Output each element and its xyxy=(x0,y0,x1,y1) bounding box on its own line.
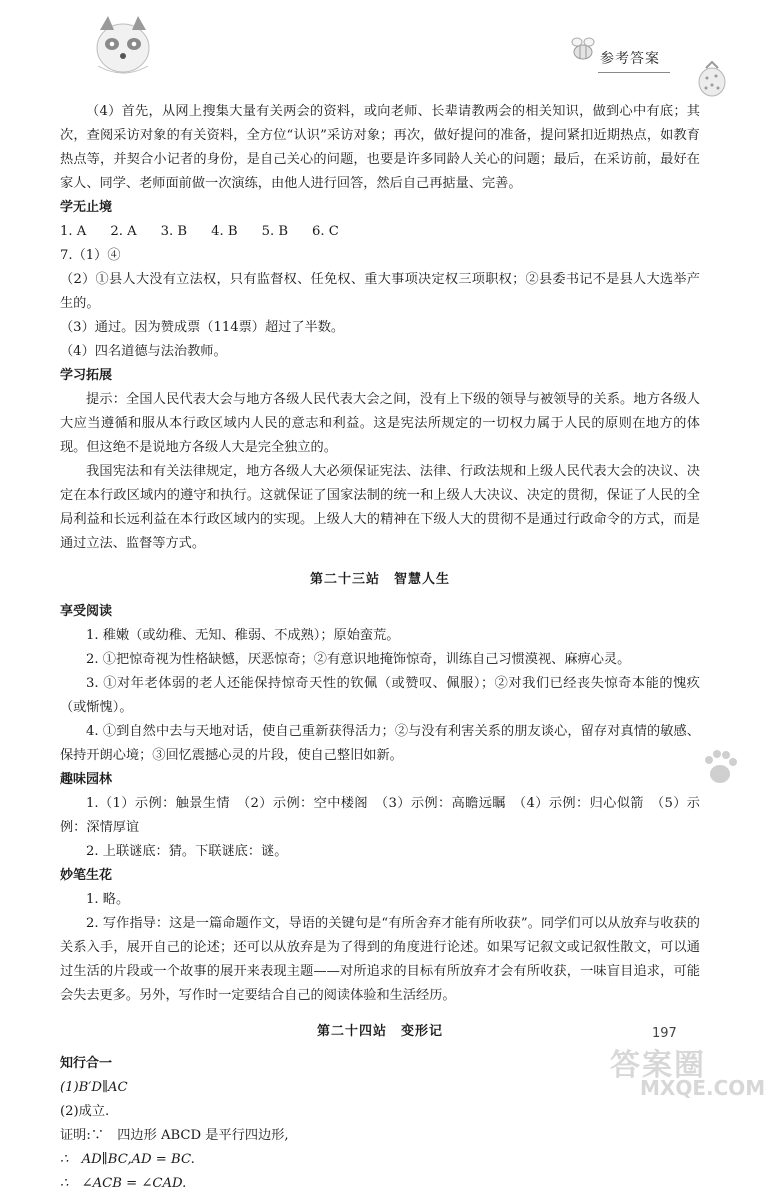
math-line: 证明:∵ 四边形 ABCD 是平行四边形, xyxy=(60,1128,289,1143)
answer-line: （2）①县人大没有立法权，只有监督权、任免权、重大事项决定权三项职权；②县委书记不是县人大选举产生的。 xyxy=(60,272,700,311)
station-title: 第二十三站 智慧人生 xyxy=(309,572,450,587)
paragraph: （4）首先，从网上搜集大量有关两会的资料，或向老师、长辈请教两会的相关知识，做到心中有底；其次，查阅采访对象的有关资料，全方位“认识”采访对象；再次，做好提问的准备，提问紧扣近期热点，如教育热点等，并契合小记者的身份，是自己关心的问题，也要是许多同龄人关心的问题；最后，在采访前，最好在家人、同学、老师面前做一次演练，由他人进行回答，然后自己再掂量、完善。 xyxy=(60,104,700,191)
multiple-choice-answers xyxy=(60,220,700,244)
header-divider xyxy=(598,72,670,73)
answer-line: 4. ①到自然中去与天地对话，使自己重新获得活力；②与没有利害关系的朋友谈心，留存对真情的敏感、保持开朗心境；③回忆震撼心灵的片段，使自己整旧如新。 xyxy=(60,724,700,763)
section-heading: 妙笔生花 xyxy=(60,868,113,883)
paragraph: 提示：全国人民代表大会与地方各级人民代表大会之间，没有上下级的领导与被领导的关系。地方各级人大应当遵循和服从本行政区域内人民的意志和利益。这是宪法所规定的一切权力属于人民的原则在地方的体现。但这绝不是说地方各级人大是完全独立的。 xyxy=(60,392,700,455)
answer-line: 2. ①把惊奇视为性格缺憾，厌恶惊奇；②有意识地掩饰惊奇，训练自己习惯漠视、麻痹心灵。 xyxy=(86,652,631,667)
answer-line: 2. 上联谜底：猜。下联谜底：谜。 xyxy=(86,844,288,859)
section-heading: 学无止境 xyxy=(60,200,113,215)
section-heading: 享受阅读 xyxy=(60,604,113,619)
answer-content xyxy=(60,100,700,1196)
mc-answer: 1. A xyxy=(60,224,87,239)
answer-line: 3. ①对年老体弱的老人还能保持惊奇天性的钦佩（或赞叹、佩服）；②对我们已经丧失惊奇本能的愧疚（或惭愧）。 xyxy=(60,676,700,715)
mc-answer: 3. B xyxy=(160,224,188,239)
math-line: (2)成立. xyxy=(60,1104,110,1119)
math-line: ∴ ∠ACB = ∠CAD. xyxy=(60,1176,187,1191)
berry-icon xyxy=(694,58,730,98)
paw-print-icon xyxy=(700,746,740,790)
answer-line: 1. 稚嫩（或幼稚、无知、稚弱、不成熟）；原始蛮荒。 xyxy=(86,628,400,643)
answer-line: 1.（1）示例：触景生情 （2）示例：空中楼阁 （3）示例：高瞻远瞩 （4）示例：归心似箭 （5）示例：深情厚谊 xyxy=(60,796,700,835)
section-heading: 学习拓展 xyxy=(60,368,113,383)
math-line: ∴ AD∥BC,AD = BC. xyxy=(60,1152,195,1167)
answer-line: （4）四名道德与法治教师。 xyxy=(60,344,227,359)
section-label: 参考答案 xyxy=(600,51,660,67)
bee-icon xyxy=(566,34,600,64)
answer-line: 7.（1）④ xyxy=(60,248,121,263)
watermark-url: MXQE.COM xyxy=(640,1076,765,1100)
station-title: 第二十四站 变形记 xyxy=(316,1024,443,1039)
page-number: 197 xyxy=(652,1026,677,1041)
section-heading: 趣味园林 xyxy=(60,772,113,787)
answer-line: 1. 略。 xyxy=(86,892,130,907)
watermark: 答案圈 xyxy=(610,1048,706,1083)
section-heading: 知行合一 xyxy=(60,1056,113,1071)
mc-answer: 5. B xyxy=(261,224,289,239)
paragraph: 我国宪法和有关法律规定，地方各级人大必须保证宪法、法律、行政法规和上级人民代表大会的决议、决定在本行政区域内的遵守和执行。这就保证了国家法制的统一和上级人大决议、决定的贯彻，保证了人民的全局利益和长远利益在本行政区域内的实现。上级人大的精神在下级人大的贯彻不是通过行政命令的方式，而是通过立法、监督等方式。 xyxy=(60,464,700,551)
answer-line: （3）通过。因为赞成票（114票）超过了半数。 xyxy=(60,320,345,335)
answer-line: 2. 写作指导：这是一篇命题作文，导语的关键句是“有所舍弃才能有所收获”。同学们可以从放弃与收获的关系入手，展开自己的论述；还可以从放弃是为了得到的角度进行论述。如果写记叙文或记叙性散文，可以通过生活的片段或一个故事的展开来表现主题——对所追求的目标有所放弃才会有所收获，一味盲目追求，可能会失去更多。另外，写作时一定要结合自己的阅读体验和生活经历。 xyxy=(60,916,700,1003)
page-header xyxy=(0,0,750,90)
mc-answer: 4. B xyxy=(211,224,238,239)
raccoon-mascot-icon xyxy=(88,8,158,78)
math-line: (1)B′D∥AC xyxy=(60,1080,128,1095)
mc-answer: 6. C xyxy=(312,224,339,239)
mc-answer: 2. A xyxy=(110,224,137,239)
